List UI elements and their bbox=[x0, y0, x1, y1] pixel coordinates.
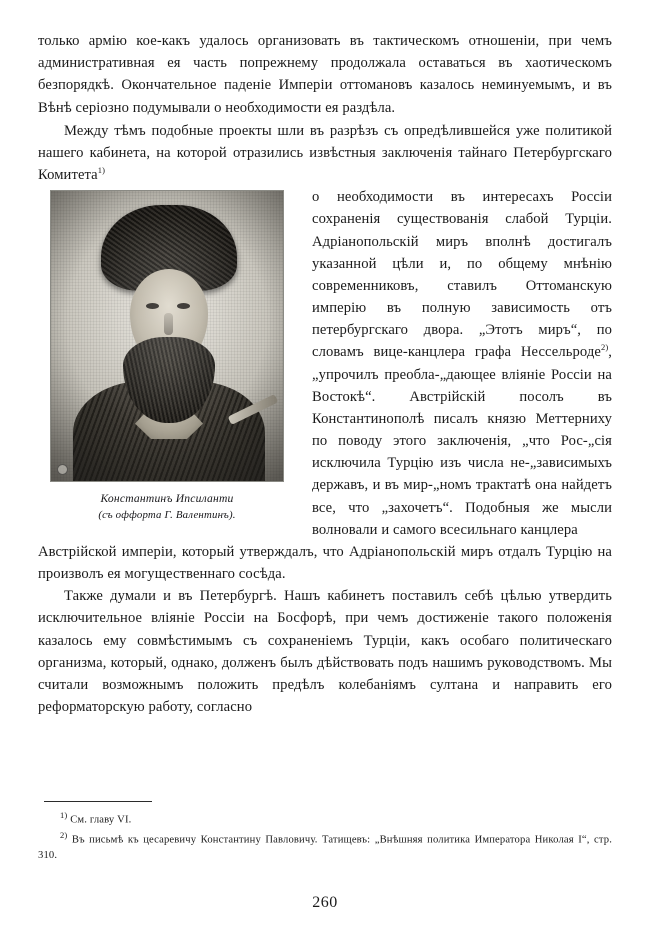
footnote-2 bbox=[38, 829, 612, 864]
paragraph-4: Австрійской имперіи, который утверждалъ, что Адріанопольскій миръ отдалъ Турцію на произволъ ея могущественнаго сосѣда. bbox=[38, 543, 612, 583]
footnote-1-text: См. главу VI. bbox=[70, 814, 132, 826]
footnote-divider bbox=[44, 801, 152, 802]
paragraph-3-text-cont: , „упрочилъ преобла-„дающее вліяніе Россіи на Востокѣ“. Австрійскій посолъ въ Константинополѣ писалъ князю Меттерниху по поводу этого заключенія, „что Рос-„сія исключила Турцію изъ числа не-„зависимыхъ державъ, и въ мир-„номъ трактатѣ она найдетъ все, что „захочетъ“. Подобныя же мысли волновали и самого всесильнаго канцлера bbox=[312, 344, 612, 538]
footnote-1 bbox=[38, 809, 612, 828]
paragraph-1: только армію кое-какъ удалось организовать въ тактическомъ отношеніи, при чемъ административная ея часть попрежнему продолжала оставаться въ хаотическомъ безпорядкѣ. Окончательное паденіе Имперіи оттомановъ казалось неминуемымъ, и въ Вѣнѣ серіозно подумывали о необходимости ея раздѣла. bbox=[38, 33, 612, 116]
portrait-image bbox=[50, 190, 284, 482]
paragraph-2 bbox=[38, 120, 612, 187]
portrait-figure bbox=[38, 190, 296, 523]
footnote-1-number: 1) bbox=[60, 810, 68, 821]
engraving-vignette bbox=[51, 191, 283, 481]
footnote-marker-1: 1) bbox=[97, 165, 106, 176]
page-number: 260 bbox=[312, 894, 338, 911]
figure-caption-line-2: (съ оффорта Г. Валентинъ). bbox=[98, 509, 236, 521]
footnote-area bbox=[38, 801, 612, 864]
footnote-marker-2: 2) bbox=[600, 342, 609, 353]
footnote-2-text: Въ письмѣ къ цесаревичу Константину Павловичу. Татищевъ: „Внѣшняя политика Императора Николая I“, стр. 310. bbox=[38, 834, 612, 862]
footnote-2-number: 2) bbox=[60, 829, 68, 840]
figure-caption-line-1: Константинъ Ипсиланти bbox=[100, 492, 234, 506]
paragraph-5: Также думали и въ Петербургѣ. Нашъ кабинетъ поставилъ себѣ цѣлью утвердить исключительное вліяніе Россіи на Босфорѣ, при чемъ достиженіе такого положенія казалось ему совмѣстимымъ съ сохраненіемъ Турціи, какъ особаго политическаго организма, который, однако, долженъ былъ дѣйствовать подъ нашимъ руководствомъ. Мы считали возможнымъ положить предѣлъ колебаніямъ султана и направить его реформаторскую работу, согласно bbox=[38, 588, 612, 716]
paragraph-3-text: о необходимости въ интересахъ Россіи сохраненія существованія слабой Турціи. Адріанопольскій миръ вполнѣ достигалъ указанной цѣли и, по общему мнѣнію современниковъ, ставилъ Оттоманскую имперію въ полную зависимость отъ петербургскаго двора. „Этотъ миръ“, по словамъ вице-канцлера графа Нессельроде bbox=[312, 189, 612, 361]
figure-caption bbox=[38, 491, 296, 523]
paragraph-2-text: Между тѣмъ подобные проекты шли въ разрѣзъ съ опредѣлившейся уже политикой нашего кабинета, на которой отразились извѣстныя заключенія тайнаго Петербургскаго Комитета bbox=[38, 122, 612, 184]
